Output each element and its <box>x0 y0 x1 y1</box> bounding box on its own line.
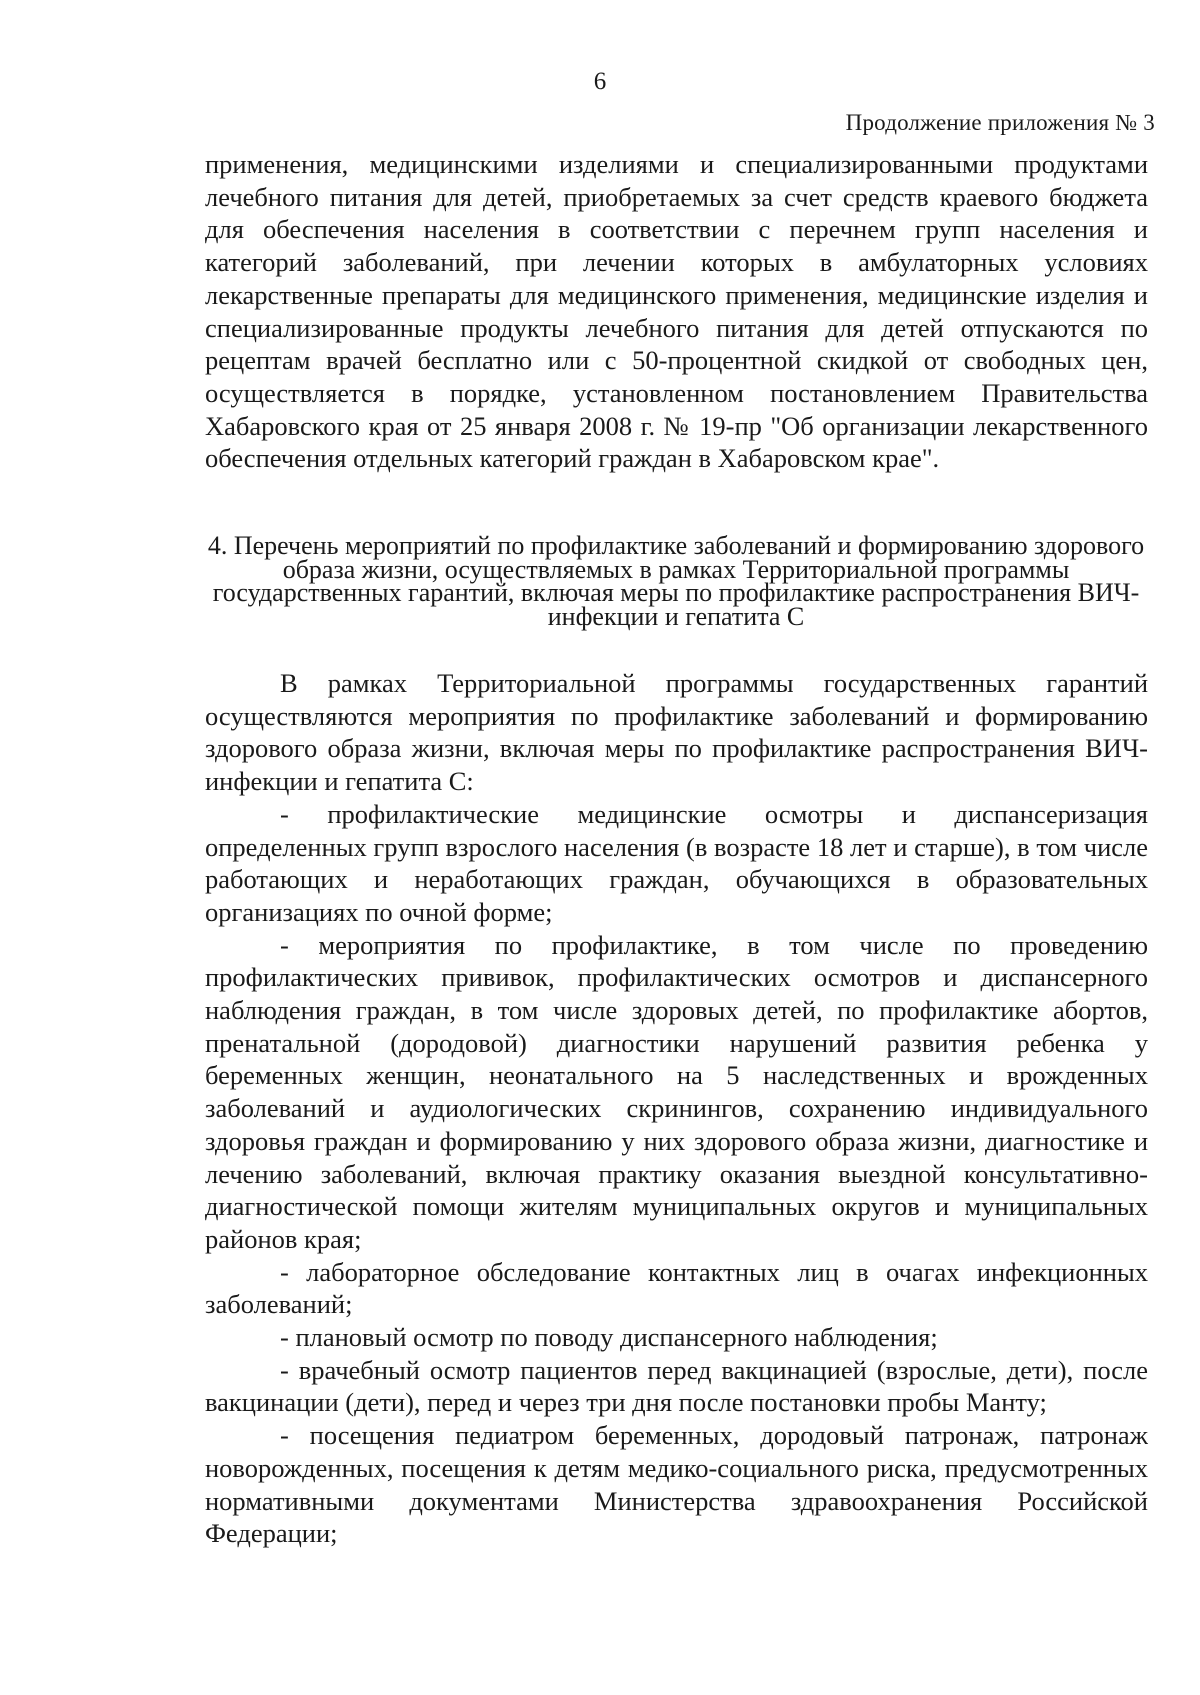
section-paragraph: В рамках Территориальной программы государственных гарантий осуществляются мероприятия по профилактике заболеваний и формированию здорового образа жизни, включая меры по профилактике распространения ВИЧ-инфекции и гепатита С: <box>205 668 1148 797</box>
list-item: - мероприятия по профилактике, в том числе по проведению профилактических прививок, профилактических осмотров и диспансерного наблюдения граждан, в том числе здоровых детей, по профилактике абортов, пренатальной (дородовой) диагностики нарушений развития ребенка у беременных женщин, неонатального на 5 наследственных и врожденных заболеваний и аудиологических скринингов, сохранению индивидуального здоровья граждан и формированию у них здорового образа жизни, диагностике и лечению заболеваний, включая практику оказания выездной консультативно-диагностической помощи жителям муниципальных округов и муниципальных районов края; <box>205 929 1148 1254</box>
page-number: 6 <box>593 68 607 95</box>
list-item: - врачебный осмотр пациентов перед вакцинацией (взрослые, дети), после вакцинации (дети), перед и через три дня после постановки пробы Манту; <box>205 1354 1148 1418</box>
list-item: - плановый осмотр по поводу диспансерного наблюдения; <box>280 1322 938 1353</box>
appendix-continuation-label: Продолжение приложения № 3 <box>845 110 1155 135</box>
list-item: - лабораторное обследование контактных лиц в очагах инфекционных заболеваний; <box>205 1256 1148 1320</box>
list-item: - посещения педиатром беременных, дородовый патронаж, патронаж новорожденных, посещения к детям медико-социального риска, предусмотренных нормативными документами Министерства здравоохранения Российской Федерации; <box>205 1420 1148 1549</box>
list-item: - профилактические медицинские осмотры и диспансеризация определенных групп взрослого населения (в возрасте 18 лет и старше), в том числе работающих и неработающих граждан, обучающихся в образовательных организациях по очной форме; <box>205 798 1148 927</box>
section-heading: 4. Перечень мероприятий по профилактике заболеваний и формированию здорового образа жизни, осуществляемых в рамках Территориальной программы государственных гарантий, включая меры по профилактике распространения ВИЧ-инфекции и гепатита С <box>207 531 1145 631</box>
intro-paragraph: применения, медицинскими изделиями и специализированными продуктами лечебного питания для детей, приобретаемых за счет средств краевого бюджета для обеспечения населения в соответствии с перечнем групп населения и категорий заболеваний, при лечении которых в амбулаторных условиях лекарственные препараты для медицинского применения, медицинские изделия и специализированные продукты лечебного питания для детей отпускаются по рецептам врачей бесплатно или с 50-процентной скидкой от свободных цен, осуществляется в порядке, установленном постановлением Правительства Хабаровского края от 25 января 2008 г. № 19-пр "Об организации лекарственного обеспечения отдельных категорий граждан в Хабаровском крае". <box>205 149 1148 474</box>
intro-paragraph-block <box>205 148 1148 475</box>
section-body <box>205 667 1148 1550</box>
